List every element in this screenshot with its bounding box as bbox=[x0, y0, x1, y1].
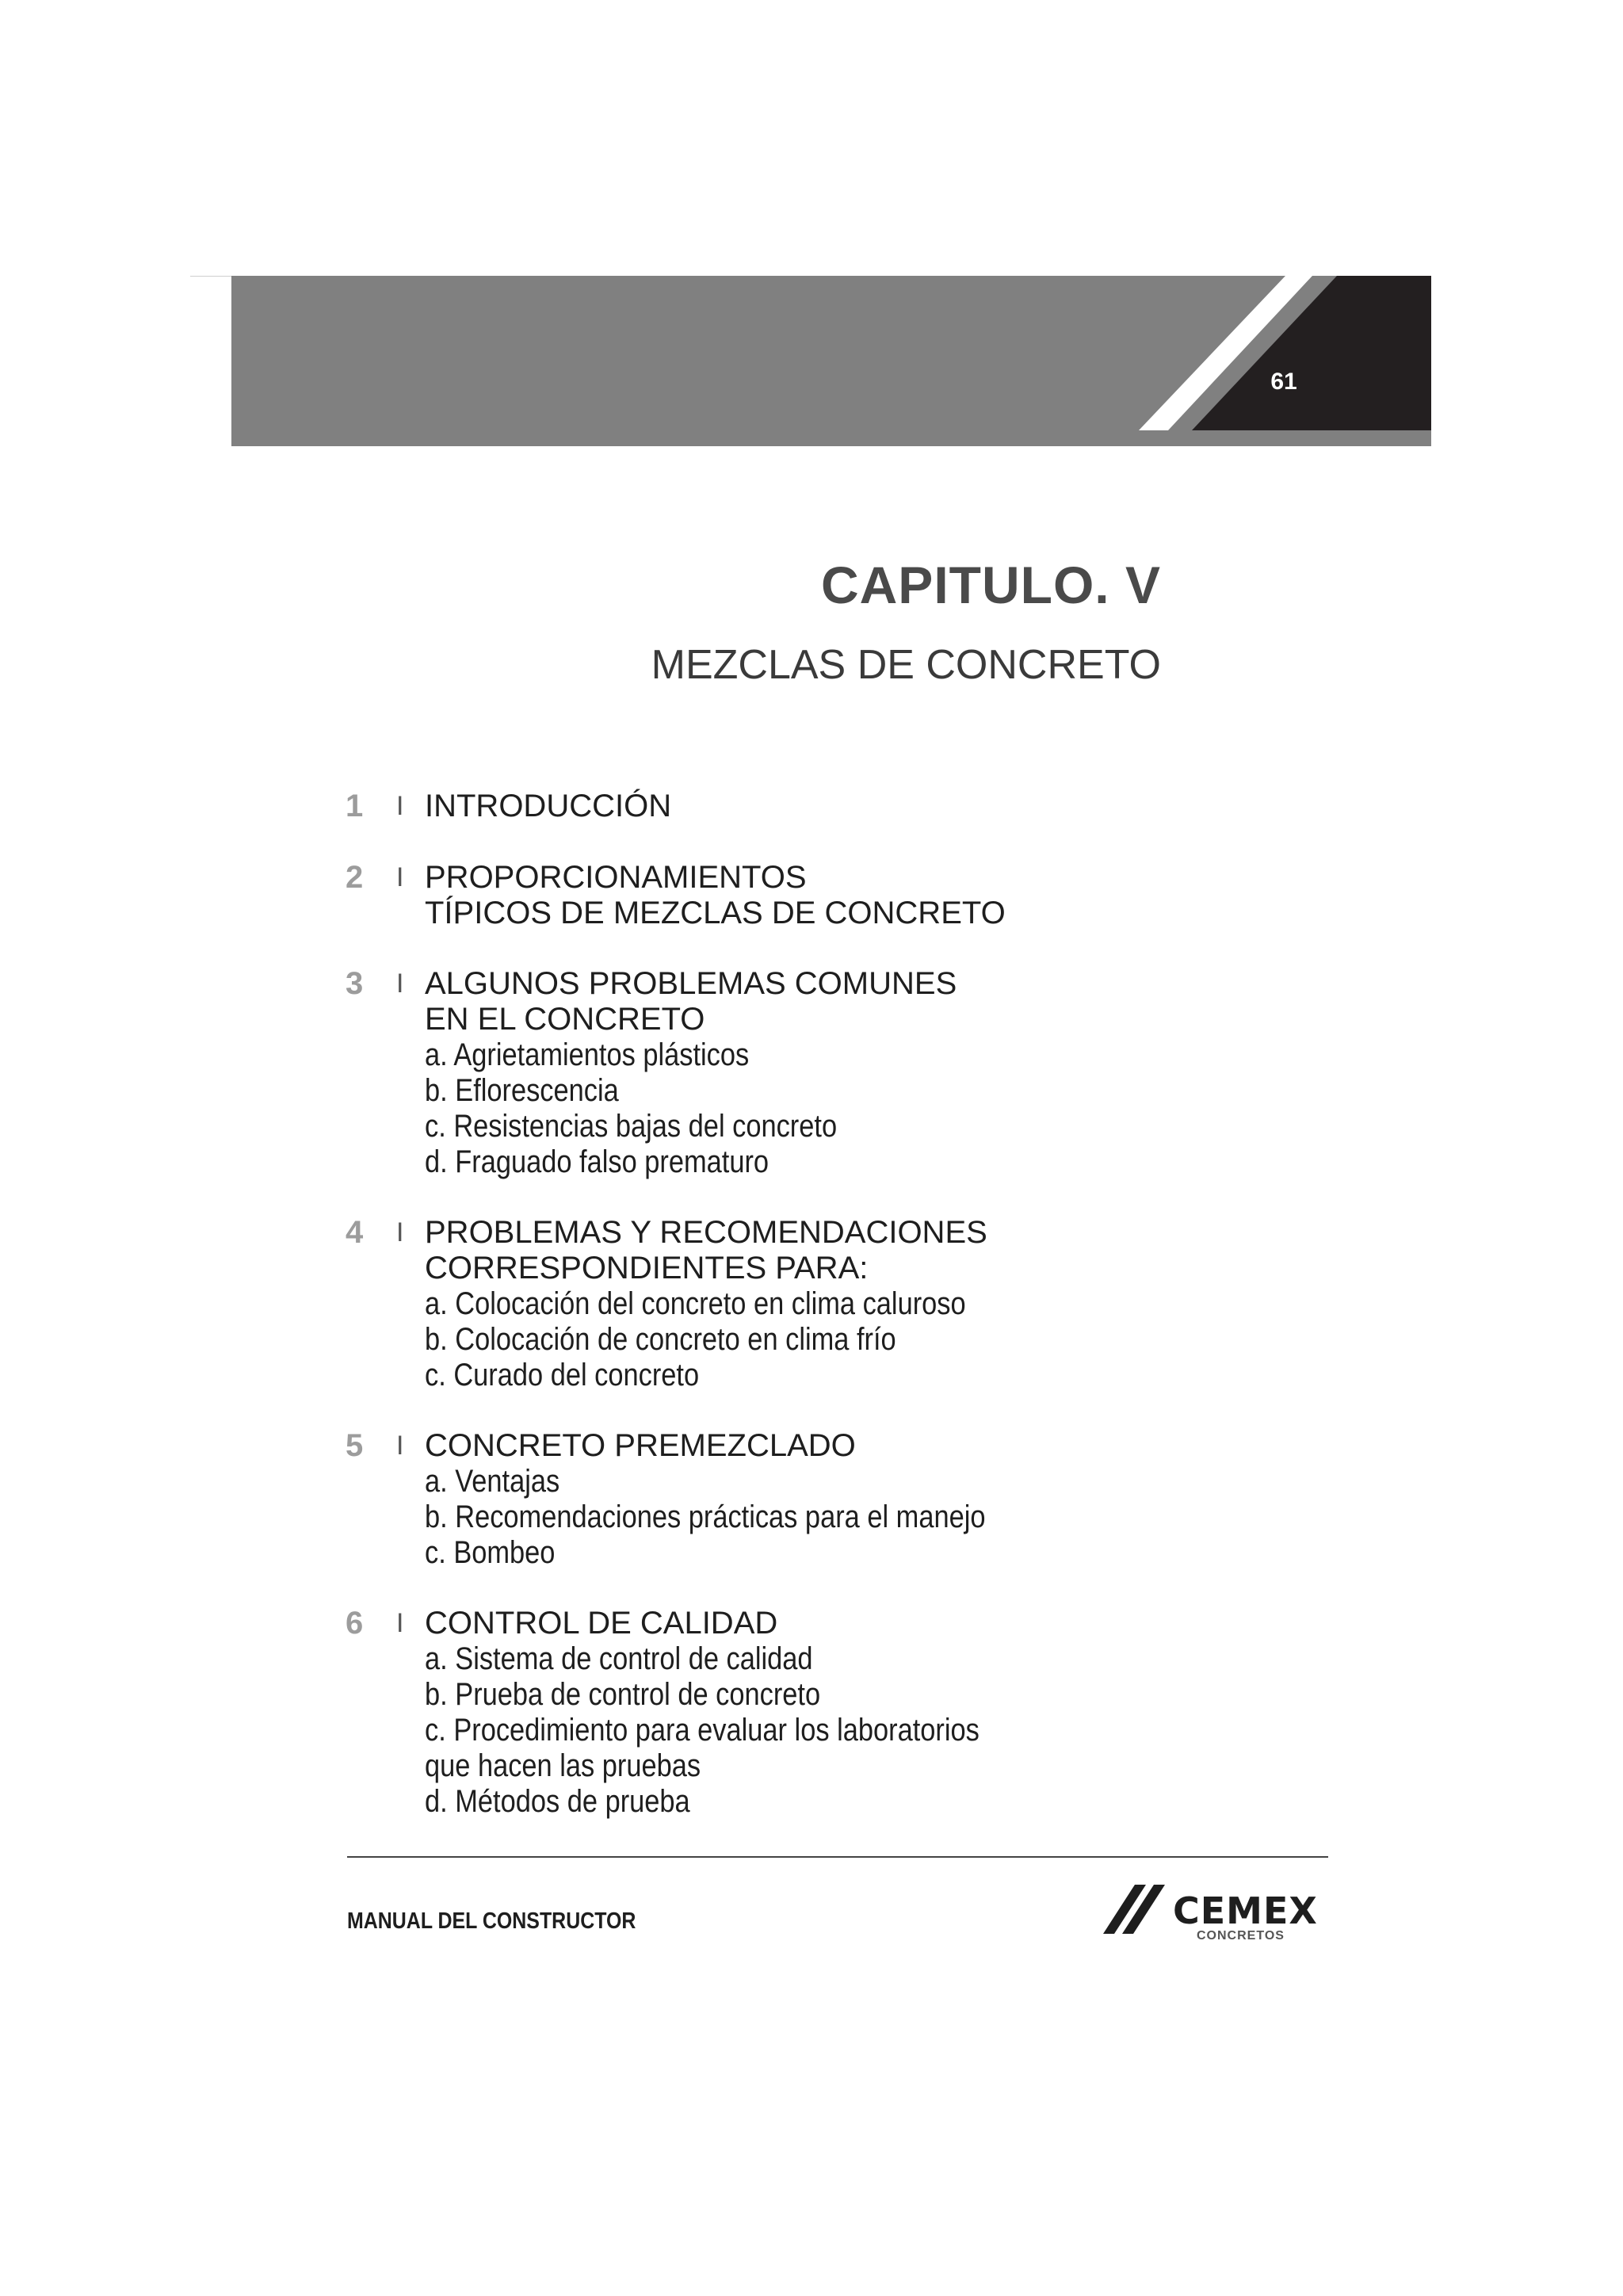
toc-entry-number: 1 bbox=[346, 789, 364, 823]
toc-subitem: b. Colocación de concreto en clima frío bbox=[425, 1322, 896, 1357]
toc-subitem: a. Ventajas bbox=[425, 1464, 560, 1499]
toc-entry-text bbox=[425, 1428, 1077, 1571]
cemex-logo-wordmark: CEMEX bbox=[1173, 1889, 1318, 1932]
toc-entry-separator: I bbox=[396, 1217, 404, 1247]
toc-entry-text bbox=[425, 860, 1006, 931]
toc-entry-number: 2 bbox=[346, 860, 364, 895]
toc-entry-separator: I bbox=[396, 1608, 404, 1638]
toc-entry-number: 4 bbox=[346, 1215, 364, 1250]
toc-heading-line: EN EL CONCRETO bbox=[425, 1002, 705, 1037]
toc-subitem: d. Fraguado falso prematuro bbox=[425, 1144, 769, 1179]
toc-entry-number: 5 bbox=[346, 1428, 364, 1463]
toc-subitem: b. Recomendaciones prácticas para el manejo bbox=[425, 1499, 986, 1534]
chapter-title: CAPITULO. V bbox=[820, 556, 1161, 614]
toc-heading-line: PROPORCIONAMIENTOS bbox=[425, 860, 807, 895]
toc-subitem: a. Sistema de control de calidad bbox=[425, 1641, 813, 1676]
toc-heading-line: PROBLEMAS Y RECOMENDACIONES bbox=[425, 1215, 987, 1250]
toc-entry-separator: I bbox=[396, 791, 404, 821]
toc-entry-text bbox=[425, 1606, 1070, 1820]
toc-entry-separator: I bbox=[396, 1431, 404, 1461]
toc-subitem: b. Eflorescencia bbox=[425, 1073, 619, 1108]
footer-title: MANUAL DEL CONSTRUCTOR bbox=[347, 1908, 636, 1934]
toc-entry-separator: I bbox=[396, 968, 404, 999]
toc-heading-line: CONTROL DE CALIDAD bbox=[425, 1606, 778, 1641]
toc-entry-separator: I bbox=[396, 862, 404, 892]
chapter-subtitle: MEZCLAS DE CONCRETO bbox=[651, 642, 1161, 688]
toc-subitem: d. Métodos de prueba bbox=[425, 1784, 690, 1819]
cemex-logo-slashes-icon bbox=[1103, 1885, 1174, 1940]
cemex-logo-subtext: CONCRETOS bbox=[1197, 1929, 1285, 1943]
toc-entry-text bbox=[425, 789, 671, 824]
toc-subitem: c. Bombeo bbox=[425, 1535, 556, 1570]
toc-heading-line: TÍPICOS DE MEZCLAS DE CONCRETO bbox=[425, 896, 1006, 930]
toc-subitem: a. Colocación del concreto en clima caluroso bbox=[425, 1286, 966, 1321]
page-number: 61 bbox=[1270, 369, 1297, 395]
toc-entry-number: 6 bbox=[346, 1606, 364, 1641]
toc-subitem: b. Prueba de control de concreto bbox=[425, 1677, 821, 1712]
toc-heading-line: CONCRETO PREMEZCLADO bbox=[425, 1428, 856, 1463]
toc-subitem: c. Procedimiento para evaluar los laboratorios bbox=[425, 1713, 980, 1748]
toc-entry-number: 3 bbox=[346, 966, 364, 1001]
toc-entry-text bbox=[425, 966, 957, 1180]
toc-subitem: que hacen las pruebas bbox=[425, 1748, 701, 1783]
footer-rule bbox=[347, 1856, 1328, 1858]
toc-heading-line: ALGUNOS PROBLEMAS COMUNES bbox=[425, 966, 957, 1001]
toc-heading-line: CORRESPONDIENTES PARA: bbox=[425, 1251, 869, 1286]
toc-entry-text bbox=[425, 1215, 1054, 1393]
toc-subitem: c. Resistencias bajas del concreto bbox=[425, 1109, 838, 1144]
toc-heading-line: INTRODUCCIÓN bbox=[425, 789, 672, 823]
toc-subitem: a. Agrietamientos plásticos bbox=[425, 1037, 750, 1072]
toc-subitem: c. Curado del concreto bbox=[425, 1358, 700, 1392]
cemex-logo bbox=[1103, 1877, 1318, 1948]
